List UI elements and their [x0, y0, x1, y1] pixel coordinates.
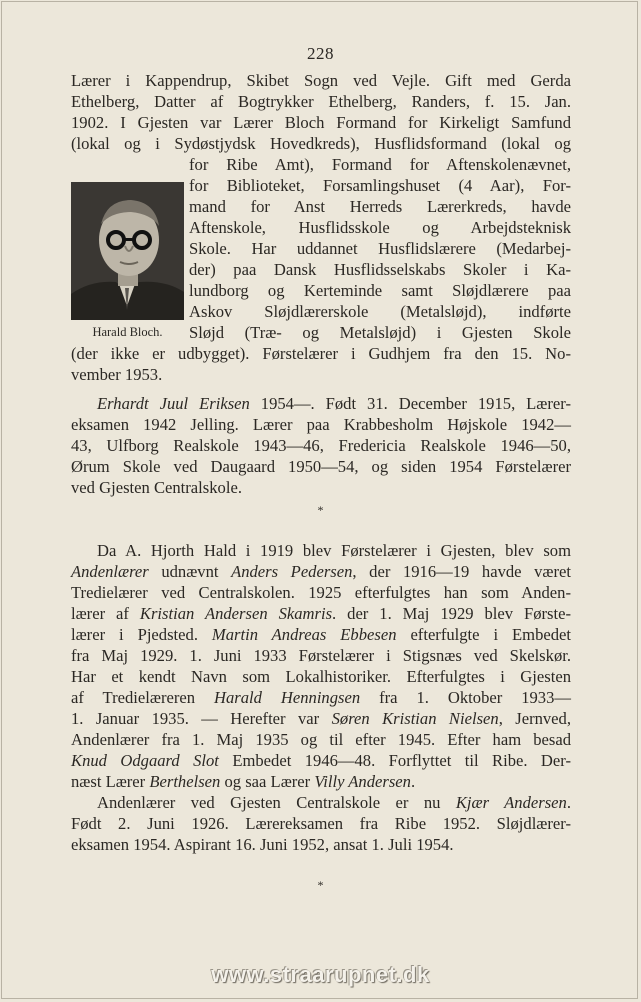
text-line: 1902. I Gjesten var Lærer Bloch Formand for Kirkeligt Samfund [71, 113, 571, 132]
text-line: af Tredielæreren Harald Henningsen fra 1. Oktober 1933— [71, 688, 571, 707]
text-line: Knud Odgaard Slot Embedet 1946—48. Forflyttet til Ribe. Der- [71, 751, 571, 770]
text-line: eksamen 1954. Aspirant 16. Juni 1952, ansat 1. Juli 1954. [71, 835, 454, 854]
text-line: Lærer i Kappendrup, Skibet Sogn ved Vejle. Gift med Gerda [71, 71, 571, 90]
section-separator: * [317, 878, 324, 892]
text-line: Ethelberg, Datter af Bogtrykker Ethelberg, Randers, f. 15. Jan. [71, 92, 571, 111]
text-line: lundborg og Kerteminde samt Sløjdlærere paa [189, 281, 571, 300]
text-line: lærer af Kristian Andersen Skamris. der 1. Maj 1929 blev Første- [71, 604, 572, 623]
text-line: Ørum Skole ved Daugaard 1950—54, og siden 1954 Førstelærer [71, 457, 571, 476]
text-line: mand for Anst Herreds Lærerkreds, havde [189, 197, 571, 216]
text-line: Skole. Har uddannet Husflidslærere (Medarbej- [189, 239, 571, 258]
text-line: Da A. Hjorth Hald i 1919 blev Førstelærer i Gjesten, blev som [97, 541, 571, 560]
text-line: Tredielærer ved Centralskolen. 1925 efterfulgtes han som Anden- [71, 583, 571, 602]
person-name: Erhardt Juul Eriksen [97, 394, 250, 413]
text-line: Aftenskole, Husflidsskole og Arbejdsteknisk [189, 218, 571, 237]
text-line: for Biblioteket, Forsamlingshuset (4 Aar), For- [189, 176, 571, 195]
portrait-photo [71, 182, 184, 320]
text-line: Andenlærer udnævnt Anders Pedersen, der 1916—19 havde været [71, 562, 571, 581]
text-line: Erhardt Juul Eriksen 1954—. Født 31. December 1915, Lærer- [97, 394, 571, 413]
paragraph-andenlaerere [71, 540, 571, 855]
text-line: vember 1953. [71, 365, 163, 384]
text-line: Sløjd (Træ- og Metalsløjd) i Gjesten Skole [189, 323, 571, 342]
page-number: 228 [307, 44, 334, 63]
text-line: Andenlærer fra 1. Maj 1935 og til efter 1945. Efter ham besad [71, 730, 571, 749]
text-line: næst Lærer Berthelsen og saa Lærer Villy Andersen. [71, 772, 416, 791]
text-line: Andenlærer ved Gjesten Centralskole er nu Kjær Andersen. [97, 793, 571, 812]
text-line: 1. Januar 1935. — Herefter var Søren Kristian Nielsen, Jernved, [71, 709, 571, 728]
text-line: eksamen 1942 Jelling. Lærer paa Krabbesholm Højskole 1942— [71, 415, 571, 434]
text-line: fra Maj 1929. 1. Juni 1933 Førstelærer i Stigsnæs ved Skelskør. [71, 646, 571, 665]
watermark: www.straarupnet.dk [211, 962, 430, 987]
paragraph-erhardt-juul-eriksen [71, 393, 571, 498]
text-line: Askov Sløjdlærerskole (Metalsløjd), indførte [189, 302, 571, 321]
text-line: der) paa Dansk Husflidsselskabs Skoler i Ka- [189, 260, 571, 279]
text-line: (der ikke er udbygget). Førstelærer i Gudhjem fra den 15. No- [71, 344, 571, 363]
text-line: 43, Ulfborg Realskole 1943—46, Fredericia Realskole 1946—50, [71, 436, 571, 455]
section-separator: * [317, 503, 324, 517]
text-line: Født 2. Juni 1926. Lærereksamen fra Ribe 1952. Sløjdlærer- [71, 814, 571, 833]
text-line: (lokal og i Sydøstjydsk Hovedkreds), Husflidsformand (lokal og [71, 134, 571, 153]
text-line: for Ribe Amt), Formand for Aftenskolenævnet, [189, 155, 571, 174]
portrait-image [71, 182, 184, 320]
photo-caption: Harald Bloch. [92, 325, 163, 339]
text-line: ved Gjesten Centralskole. [71, 478, 242, 497]
text-line: Har et kendt Navn som Lokalhistoriker. Efterfulgtes i Gjesten [71, 667, 571, 686]
text-line: lærer i Pjedsted. Martin Andreas Ebbesen efterfulgte i Embedet [71, 625, 572, 644]
